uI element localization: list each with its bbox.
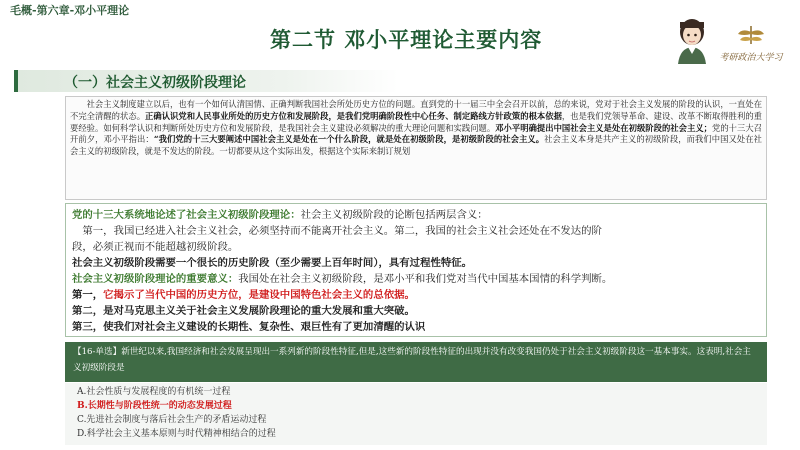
theory-text-6: 它揭示了当代中国的历史方位，是建设中国特色社会主义的总依据。 <box>103 289 415 301</box>
theory-label-5: 社会主义初级阶段理论的重要意义： <box>72 273 239 285</box>
question-options <box>65 383 767 445</box>
option-d[interactable]: D.科学社会主义基本原则与时代精神相结合的过程 <box>77 429 276 439</box>
theory-line-6 <box>72 287 760 303</box>
theory-line-2: 第一，我国已经进入社会主义社会，必须坚持而不能离开社会主义。第二，我国的社会主义社会还处在不发达的阶 <box>82 225 602 237</box>
intro-text-e: 党的十三大召开前夕，邓小平指出： <box>70 122 762 145</box>
intro-text-g: 社会主义本身是共产主义的初级阶段，而我们中国又处在社会主义的初级阶段，就是不发达的阶段。一切都要从这个实际出发，根据这个实际来制订规划 <box>70 134 762 157</box>
theory-line-5 <box>72 271 760 287</box>
section-heading: （一）社会主义初级阶段理论 <box>64 75 246 91</box>
intro-emphasis-d: 邓小平明确提出中国社会主义是处在初级阶段的社会主义； <box>495 122 712 133</box>
page-title: 第二节 邓小平理论主要内容 <box>270 28 543 52</box>
option-a[interactable]: A.社会性质与发展程度的有机统一过程 <box>77 387 231 397</box>
theory-prefix-6: 第一， <box>72 289 104 301</box>
intro-paragraph <box>70 99 762 158</box>
intro-text-a: 社会主义制度建立以后，也有一个如何认清国情、正确判断我国社会所处历史方位的问题。直到党的十一届三中全会召开以前，总的来说，党对于社会主义发展的阶段的认识，一直处在不完全清醒的状态。 <box>70 99 762 121</box>
intro-emphasis-b: 正确认识党和人民事业所处的历史方位和发展阶段，是我们党明确阶段性中心任务、制定路线方针政策的根本依据 <box>145 110 562 121</box>
top-bar <box>0 0 800 17</box>
question-stem: 【16-单选】新世纪以来,我国经济和社会发展呈现出一系列新的阶段性特征,但是,这些新的阶段性特征的出现并没有改变我国仍处于社会主义初级阶段这一基本事实。这表明,社会主义初级阶段是 <box>65 342 767 382</box>
theory-box <box>65 203 767 337</box>
section-heading-bar <box>14 70 398 92</box>
theory-line-8: 第三，使我们对社会主义建设的长期性、复杂性、艰巨性有了更加清醒的认识 <box>72 321 426 333</box>
avatar-illustration <box>672 14 712 64</box>
option-b[interactable]: B.长期性与阶段性统一的动态发展过程 <box>77 401 232 411</box>
theory-text-5: 我国处在社会主义初级阶段，是邓小平和我们党对当代中国基本国情的科学判断。 <box>238 273 613 285</box>
theory-line-7: 第二，是对马克思主义关于社会主义发展阶段理论的重大发展和重大突破。 <box>72 305 415 317</box>
theory-text-1: 社会主义初级阶段的论断包括两层含义： <box>300 209 488 221</box>
theory-label-1: 党的十三大系统地论述了社会主义初级阶段理论： <box>72 209 301 221</box>
theory-line-3: 段，必须正视而不能超越初级阶段。 <box>72 241 239 253</box>
theory-line-4: 社会主义初级阶段需要一个很长的历史阶段（至少需要上百年时间），具有过程性特征。 <box>72 257 473 269</box>
laurel-icon <box>712 22 790 66</box>
theory-line-1 <box>72 207 760 223</box>
breadcrumb: 毛概-第六章-邓小平理论 <box>10 4 130 17</box>
option-c[interactable]: C.先进社会制度与落后社会生产的矛盾运动过程 <box>77 415 267 425</box>
intro-text-box <box>65 96 767 200</box>
logo-text: 考研政治大学习 <box>719 53 783 63</box>
intro-text-c: ，也是我们党领导革命、建设、改革不断取得胜利的重要经验。如何科学认识和判断所处历史方位和发展阶段，是我国社会主义建设必须解决的重大理论问题和实践问题。 <box>70 110 762 133</box>
brand-logo <box>712 22 790 66</box>
intro-quote-f: “我们党的十三大要阐述中国社会主义是处在一个什么阶段，就是处在初级阶段，是初级阶段的社会主义。 <box>153 134 545 145</box>
